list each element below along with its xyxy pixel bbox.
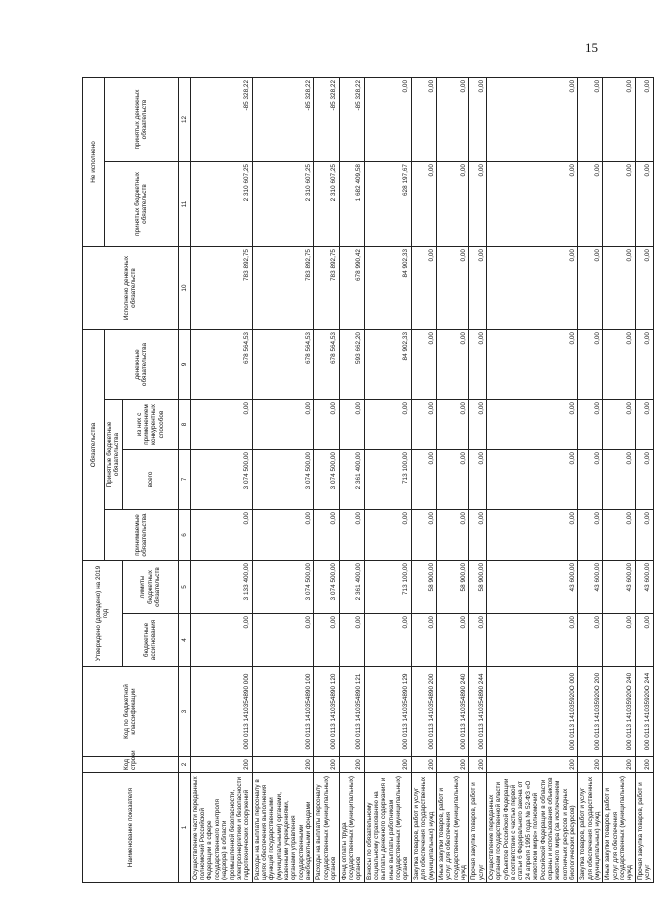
budget-code-cell: 000 0113 1410354890 000 [190, 667, 252, 757]
budget-code-cell: 000 0113 1410354890 244 [469, 667, 487, 757]
obligation-limits-cell: 43 600,00 [487, 561, 578, 614]
accepted-obligations-cell: 0,00 [314, 510, 339, 561]
executed-monetary-cell: 783 892,75 [252, 247, 314, 330]
unexec-budget-cell: 0,00 [411, 162, 436, 247]
obligation-limits-cell: 43 600,00 [603, 561, 635, 614]
header-obligation-limits: лимиты бюджетных обязательств [122, 561, 178, 614]
accepted-budget-total-cell: 0,00 [603, 450, 635, 510]
unexec-budget-cell: 2 310 607,25 [314, 162, 339, 247]
accepted-budget-total-cell: 0,00 [487, 450, 578, 510]
monetary-obligations-cell: 678 564,53 [252, 330, 314, 400]
header-unexec-monetary: принятых денежных обязательств [105, 77, 179, 161]
obligation-limits-cell: 3 074 500,00 [252, 561, 314, 614]
accepted-obligations-cell: 0,00 [411, 510, 436, 561]
column-number: 5 [178, 561, 190, 614]
column-number: 7 [178, 450, 190, 510]
accepted-budget-total-cell: 3 074 500,00 [190, 450, 252, 510]
row-code-cell: 200 [635, 757, 653, 773]
executed-monetary-cell: 0,00 [487, 247, 578, 330]
unexec-budget-cell: 2 310 607,25 [252, 162, 314, 247]
column-number: 11 [178, 162, 190, 247]
monetary-obligations-cell: 678 564,53 [190, 330, 252, 400]
table-row [487, 77, 578, 882]
accepted-budget-total-cell: 3 074 500,00 [314, 450, 339, 510]
indicator-name-cell: Расходы на выплаты персоналу в целях обеспечения выполнения функций государственными (муниципальными) органами, казенными учреждениями, органами управления государственными внебюджетными фондами [252, 773, 314, 883]
indicator-name-cell: Иные закупки товаров, работ и услуг для обеспечения государственных (муниципальных) нужд [436, 773, 468, 883]
indicator-name-cell: Прочая закупка товаров, работ и услуг [635, 773, 653, 883]
obligation-limits-cell: 58 900,00 [469, 561, 487, 614]
column-number: 10 [178, 247, 190, 330]
budget-allocations-cell: 0,00 [252, 614, 314, 667]
unexec-monetary-cell: -85 328,22 [190, 77, 252, 161]
table-body [190, 77, 653, 882]
table-row [314, 77, 339, 882]
indicator-name-cell: Взносы по обязательному социальному страхованию на выплаты денежного содержания и иные выплаты работникам государственных (муниципальных) органов [364, 773, 411, 883]
accepted-budget-total-cell: 0,00 [635, 450, 653, 510]
unexec-monetary-cell: 0,00 [635, 77, 653, 161]
executed-monetary-cell: 0,00 [411, 247, 436, 330]
competitive-cell: 0,00 [364, 400, 411, 450]
table-row [578, 77, 603, 882]
executed-monetary-cell: 0,00 [469, 247, 487, 330]
obligation-limits-cell: 58 900,00 [411, 561, 436, 614]
accepted-budget-total-cell: 713 100,00 [364, 450, 411, 510]
header-monetary-obligations: денежные обязательства [105, 330, 179, 400]
indicator-name-cell: Закупка товаров, работ и услуг для обеспечения государственных (муниципальных) нужд [411, 773, 436, 883]
unexec-budget-cell: 0,00 [578, 162, 603, 247]
obligation-limits-cell: 2 361 400,00 [339, 561, 364, 614]
executed-monetary-cell: 678 990,42 [339, 247, 364, 330]
unexec-monetary-cell: 0,00 [469, 77, 487, 161]
monetary-obligations-cell: 0,00 [603, 330, 635, 400]
indicator-name-cell: Закупка товаров, работ и услуг для обеспечения государственных (муниципальных) нужд [578, 773, 603, 883]
budget-code-cell: 000 0113 141035920O 200 [578, 667, 603, 757]
budget-allocations-cell: 0,00 [339, 614, 364, 667]
competitive-cell: 0,00 [436, 400, 468, 450]
header-unexecuted: Не исполнено [83, 77, 105, 246]
executed-monetary-cell: 0,00 [635, 247, 653, 330]
executed-monetary-cell: 783 892,75 [314, 247, 339, 330]
table-row [436, 77, 468, 882]
column-number: 12 [178, 77, 190, 161]
competitive-cell: 0,00 [578, 400, 603, 450]
page-number: 15 [585, 40, 598, 55]
monetary-obligations-cell: 0,00 [436, 330, 468, 400]
competitive-cell: 0,00 [252, 400, 314, 450]
unexec-monetary-cell: 0,00 [603, 77, 635, 161]
column-number: 6 [178, 510, 190, 561]
budget-code-cell: 000 0113 1410354890 120 [314, 667, 339, 757]
executed-monetary-cell: 0,00 [578, 247, 603, 330]
budget-code-cell: 000 0113 141035920O 240 [603, 667, 635, 757]
rotated-table-sheet [82, 78, 652, 883]
column-number: 8 [178, 400, 190, 450]
execution-report-table [82, 77, 654, 883]
table-row [469, 77, 487, 882]
indicator-name-cell: Фонд оплаты труда государственных (муниципальных) органов [339, 773, 364, 883]
monetary-obligations-cell: 0,00 [635, 330, 653, 400]
accepted-budget-total-cell: 0,00 [436, 450, 468, 510]
unexec-monetary-cell: 0,00 [487, 77, 578, 161]
header-accepted-budget-obligations: Принятые бюджетные обязательства [105, 400, 123, 510]
indicator-name-cell: Осуществление переданных органам государственной власти субъектов Российской Федерации в соответствии с частью первой статьи 6 Федерального закона от 24 апреля 1995 года № 52-ФЗ «О животном мире» полномочий Российской Федерации в области охраны и использования объектов животного мира (за исключением охотничьих ресурсов и водных биологических ресурсов) [487, 773, 578, 883]
accepted-obligations-cell: 0,00 [603, 510, 635, 561]
budget-code-cell: 000 0113 141035920O 000 [487, 667, 578, 757]
obligation-limits-cell: 58 900,00 [436, 561, 468, 614]
monetary-obligations-cell: 0,00 [487, 330, 578, 400]
unexec-budget-cell: 2 310 607,25 [190, 162, 252, 247]
budget-allocations-cell: 0,00 [364, 614, 411, 667]
unexec-budget-cell: 0,00 [603, 162, 635, 247]
accepted-budget-total-cell: 0,00 [578, 450, 603, 510]
unexec-monetary-cell: -85 328,22 [339, 77, 364, 161]
obligation-limits-cell: 3 133 400,00 [190, 561, 252, 614]
budget-code-cell: 000 0113 1410354890 100 [252, 667, 314, 757]
competitive-cell: 0,00 [411, 400, 436, 450]
executed-monetary-cell: 0,00 [603, 247, 635, 330]
obligation-limits-cell: 713 100,00 [364, 561, 411, 614]
table-row [603, 77, 635, 882]
header-row-code: Код строки [83, 757, 179, 773]
obligation-limits-cell: 43 600,00 [635, 561, 653, 614]
budget-allocations-cell: 0,00 [469, 614, 487, 667]
row-code-cell: 200 [411, 757, 436, 773]
row-code-cell: 200 [364, 757, 411, 773]
obligation-limits-cell: 43 600,00 [578, 561, 603, 614]
column-number-row [178, 77, 190, 882]
indicator-name-cell: Иные закупки товаров, работ и услуг для обеспечения государственных (муниципальных) нужд [603, 773, 635, 883]
header-total: всего [122, 450, 178, 510]
unexec-monetary-cell: -85 328,22 [252, 77, 314, 161]
accepted-budget-total-cell: 3 074 500,00 [252, 450, 314, 510]
monetary-obligations-cell: 0,00 [578, 330, 603, 400]
column-number: 2 [178, 757, 190, 773]
competitive-cell: 0,00 [314, 400, 339, 450]
accepted-obligations-cell: 0,00 [469, 510, 487, 561]
budget-allocations-cell: 0,00 [487, 614, 578, 667]
executed-monetary-cell: 0,00 [436, 247, 468, 330]
table-row [339, 77, 364, 882]
header-unexec-budget: принятых бюджетных обязательств [105, 162, 179, 247]
row-code-cell: 200 [487, 757, 578, 773]
table-row [252, 77, 314, 882]
unexec-budget-cell: 0,00 [635, 162, 653, 247]
unexec-budget-cell: 0,00 [487, 162, 578, 247]
competitive-cell: 0,00 [603, 400, 635, 450]
accepted-obligations-cell: 0,00 [436, 510, 468, 561]
obligation-limits-cell: 3 074 500,00 [314, 561, 339, 614]
unexec-monetary-cell: 0,00 [436, 77, 468, 161]
competitive-cell: 0,00 [635, 400, 653, 450]
competitive-cell: 0,00 [487, 400, 578, 450]
unexec-budget-cell: 0,00 [436, 162, 468, 247]
table-row [190, 77, 252, 882]
budget-allocations-cell: 0,00 [314, 614, 339, 667]
unexec-budget-cell: 628 197,67 [364, 162, 411, 247]
budget-code-cell: 000 0113 1410354890 200 [411, 667, 436, 757]
header-indicator: Наименование показателя [83, 773, 179, 883]
accepted-budget-total-cell: 2 361 400,00 [339, 450, 364, 510]
budget-code-cell: 000 0113 141035920O 244 [635, 667, 653, 757]
budget-allocations-cell: 0,00 [190, 614, 252, 667]
row-code-cell: 200 [190, 757, 252, 773]
accepted-obligations-cell: 0,00 [487, 510, 578, 561]
budget-code-cell: 000 0113 1410354890 240 [436, 667, 468, 757]
monetary-obligations-cell: 0,00 [469, 330, 487, 400]
accepted-obligations-cell: 0,00 [190, 510, 252, 561]
accepted-budget-total-cell: 0,00 [411, 450, 436, 510]
row-code-cell: 200 [603, 757, 635, 773]
accepted-obligations-cell: 0,00 [339, 510, 364, 561]
monetary-obligations-cell: 593 662,20 [339, 330, 364, 400]
header-accepted-obligations: принимаемые обязательства [105, 510, 179, 561]
monetary-obligations-cell: 678 564,53 [314, 330, 339, 400]
budget-code-cell: 000 0113 1410354890 121 [339, 667, 364, 757]
competitive-cell: 0,00 [469, 400, 487, 450]
competitive-cell: 0,00 [339, 400, 364, 450]
row-code-cell: 200 [314, 757, 339, 773]
accepted-obligations-cell: 0,00 [252, 510, 314, 561]
unexec-monetary-cell: 0,00 [578, 77, 603, 161]
unexec-monetary-cell: -85 328,22 [314, 77, 339, 161]
column-number: 1 [178, 773, 190, 883]
budget-allocations-cell: 0,00 [603, 614, 635, 667]
row-code-cell: 200 [469, 757, 487, 773]
accepted-obligations-cell: 0,00 [578, 510, 603, 561]
indicator-name-cell: Прочая закупка товаров, работ и услуг [469, 773, 487, 883]
header-budget-code: Код по бюджетной классификации [83, 667, 179, 757]
column-number: 4 [178, 614, 190, 667]
budget-allocations-cell: 0,00 [578, 614, 603, 667]
indicator-name-cell: Осуществление части переданных полномочий Российской Федерации в сфере государственного контроля (надзора) в области промышленной безопасности, электроэнергетики и безопасности гидротехнических сооружений [190, 773, 252, 883]
accepted-budget-total-cell: 0,00 [469, 450, 487, 510]
accepted-obligations-cell: 0,00 [635, 510, 653, 561]
header-approved: Утверждено (доведено) на 2019 год [83, 561, 123, 667]
budget-code-cell: 000 0113 1410354890 129 [364, 667, 411, 757]
header-executed-monetary: Исполнено денежных обязательств [83, 247, 179, 330]
column-number: 9 [178, 330, 190, 400]
accepted-obligations-cell: 0,00 [364, 510, 411, 561]
unexec-monetary-cell: 0,00 [411, 77, 436, 161]
monetary-obligations-cell: 0,00 [411, 330, 436, 400]
header-obligations: Обязательства [83, 330, 105, 561]
table-row [411, 77, 436, 882]
unexec-budget-cell: 0,00 [469, 162, 487, 247]
row-code-cell: 200 [252, 757, 314, 773]
indicator-name-cell: Расходы на выплаты персоналу государственных (муниципальных) органов [314, 773, 339, 883]
row-code-cell: 200 [578, 757, 603, 773]
competitive-cell: 0,00 [190, 400, 252, 450]
row-code-cell: 200 [436, 757, 468, 773]
table-row [635, 77, 653, 882]
monetary-obligations-cell: 84 902,33 [364, 330, 411, 400]
executed-monetary-cell: 84 902,33 [364, 247, 411, 330]
header-budget-allocations: бюджетные ассигнования [122, 614, 178, 667]
unexec-monetary-cell: 0,00 [364, 77, 411, 161]
header-competitive: из них с применением конкурентных способов [122, 400, 178, 450]
executed-monetary-cell: 783 892,75 [190, 247, 252, 330]
budget-allocations-cell: 0,00 [411, 614, 436, 667]
unexec-budget-cell: 1 682 409,58 [339, 162, 364, 247]
row-code-cell: 200 [339, 757, 364, 773]
budget-allocations-cell: 0,00 [635, 614, 653, 667]
table-row [364, 77, 411, 882]
column-number: 3 [178, 667, 190, 757]
budget-allocations-cell: 0,00 [436, 614, 468, 667]
